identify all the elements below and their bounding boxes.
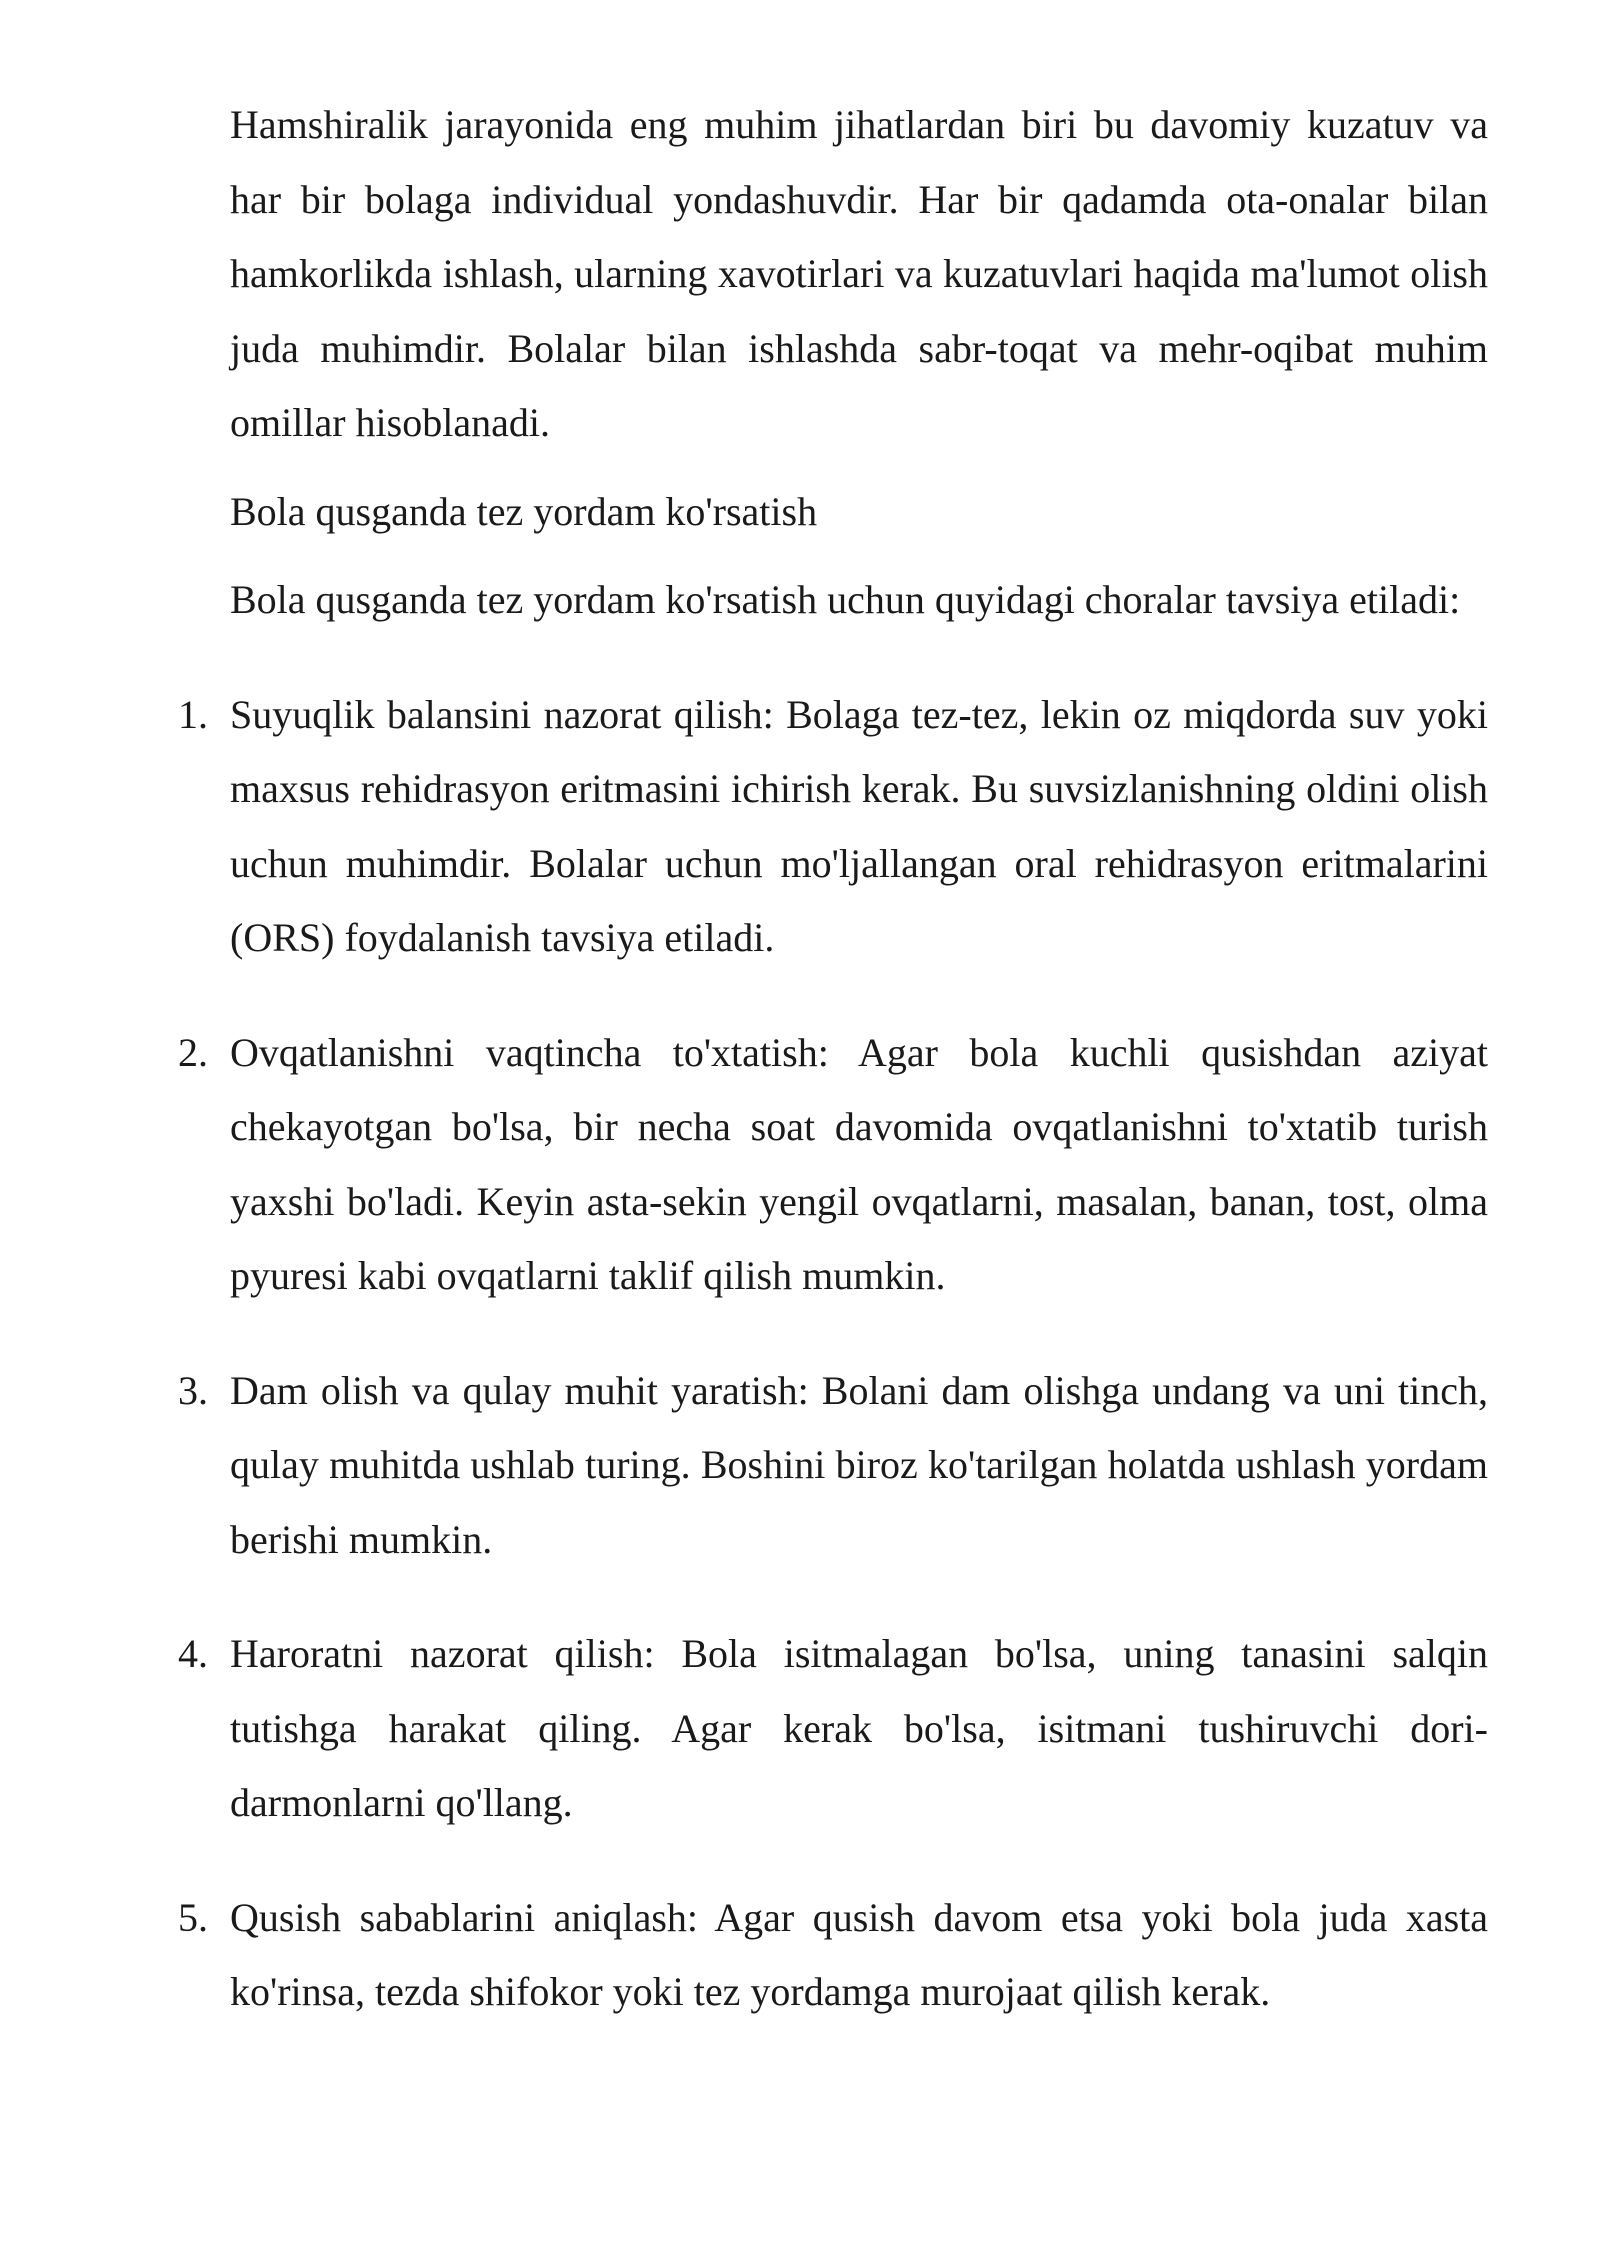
list-item-text: Suyuqlik balansini nazorat qilish: Bolaga tez-tez, lekin oz miqdorda suv yoki maxsus rehidrasyon eritmasini ichirish kerak. Bu suvsizlanishning oldini olish uchun muhimdir. Bolalar uchun mo'ljallangan oral rehidrasyon eritmalarini (ORS) foydalanish tavsiya etiladi. [230, 691, 1488, 960]
list-item-number: 5. [178, 1894, 208, 1940]
document-body [178, 88, 1488, 2070]
intro-paragraph: Hamshiralik jarayonida eng muhim jihatlardan biri bu davomiy kuzatuv va har bir bolaga individual yondashuvdir. Har bir qadamda ota-onalar bilan hamkorlikda ishlash, ularning xavotirlari va kuzatuvlari haqida ma'lumot olish juda muhimdir. Bolalar bilan ishlashda sabr-toqat va mehr-oqibat muhim omillar hisoblanadi. [230, 102, 1488, 445]
list-item [178, 1617, 1488, 1841]
list-item-number: 2. [178, 1029, 208, 1075]
list-item-number: 4. [178, 1631, 208, 1676]
list-item [178, 678, 1488, 976]
list-item [178, 1016, 1488, 1314]
list-item-number: 1. [178, 691, 208, 737]
section-intro-paragraph: Bola qusganda tez yordam ko'rsatish uchun quyidagi choralar tavsiya etiladi: [230, 577, 1461, 622]
list-item-text: Ovqatlanishni vaqtincha to'xtatish: Agar bola kuchli qusishdan aziyat chekayotgan bo'lsa, bir necha soat davomida ovqatlanishni to'xtatib turish yaxshi bo'ladi. Keyin asta-sekin yengil ovqatlarni, masalan, banan, tost, olma pyuresi kabi ovqatlarni taklif qilish mumkin. [230, 1029, 1488, 1298]
recommendations-list [178, 678, 1488, 2030]
section-heading: Bola qusganda tez yordam ko'rsatish [230, 488, 818, 534]
list-item [178, 1881, 1488, 2030]
list-item-text: Qusish sabablarini aniqlash: Agar qusish davom etsa yoki bola juda xasta ko'rinsa, tezda shifokor yoki tez yordamga murojaat qilish kerak. [230, 1894, 1488, 2014]
list-item-number: 3. [178, 1367, 208, 1413]
list-item-text: Dam olish va qulay muhit yaratish: Bolani dam olishga undang va uni tinch, qulay muhitda ushlab turing. Boshini biroz ko'tarilgan holatda ushlash yordam berishi mumkin. [230, 1367, 1488, 1562]
list-item-text: Haroratni nazorat qilish: Bola isitmalagan bo'lsa, uning tanasini salqin tutishga harakat qiling. Agar kerak bo'lsa, isitmani tushiruvchi dori-darmonlarni qo'llang. [230, 1631, 1488, 1825]
list-item [178, 1354, 1488, 1578]
